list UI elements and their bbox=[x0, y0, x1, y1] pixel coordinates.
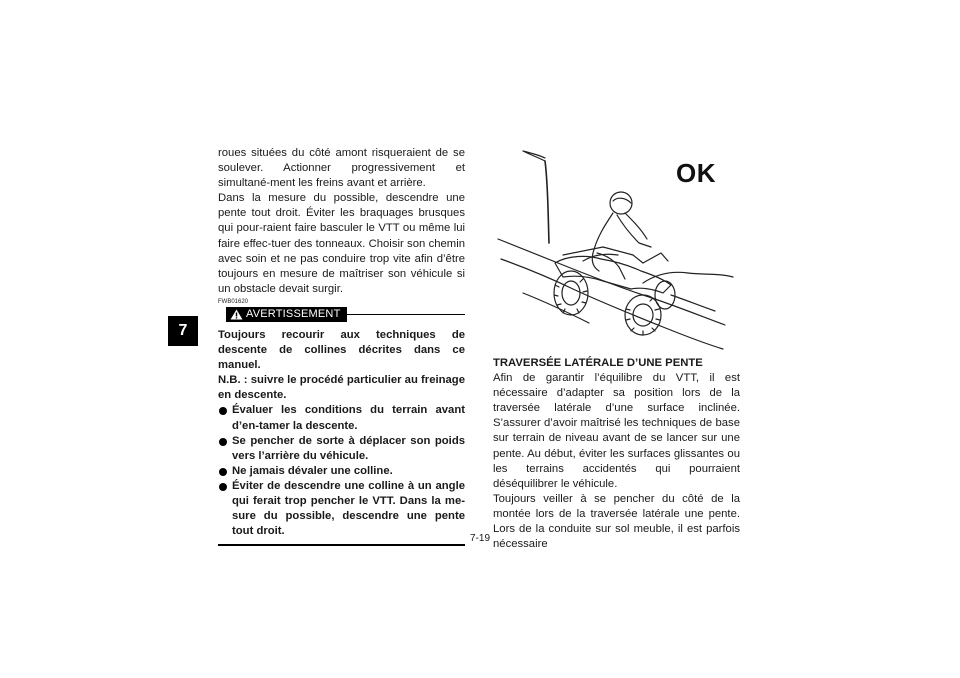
warning-bullet-item: Éviter de descendre une colline à un angle qui ferait trop pencher le VTT. Dans la me-sure du possible, descendre une pente tout droit. bbox=[218, 479, 465, 539]
chapter-tab: 7 bbox=[168, 316, 198, 346]
warning-note: N.B. : suivre le procédé particulier au freinage en descente. bbox=[218, 374, 465, 402]
warning-header bbox=[218, 307, 465, 323]
warning-intro: Toujours recourir aux techniques de descente de collines décrites dans ce manuel. bbox=[218, 328, 465, 372]
warning-bullet-item: Évaluer les conditions du terrain avant d’en-tamer la descente. bbox=[218, 403, 465, 433]
warning-bullet-item: Se pencher de sorte à déplacer son poids vers l’arrière du véhicule. bbox=[218, 434, 465, 464]
bullet-icon bbox=[219, 407, 227, 415]
page-number: 7-19 bbox=[469, 533, 490, 544]
paragraph-lean-uphill: Toujours veiller à se pencher du côté de la montée lors de la traversée latérale une pente. Lors de la conduite sur sol meuble, il est parfois nécessaire bbox=[493, 492, 740, 551]
paragraph-wheels-lifting: roues situées du côté amont risqueraient de se soulever. Actionner progressivement et simultané-ment les freins avant et arrière. bbox=[218, 147, 465, 190]
left-column bbox=[218, 146, 465, 546]
warning-triangle-icon bbox=[230, 309, 243, 320]
warning-bullet-item: Ne jamais dévaler une colline. bbox=[218, 464, 465, 479]
warning-bullet-list bbox=[218, 403, 465, 539]
section-title: TRAVERSÉE LATÉRALE D’UNE PENTE bbox=[493, 357, 703, 369]
bullet-icon bbox=[219, 438, 227, 446]
paragraph-descend-straight: Dans la mesure du possible, descendre une pente tout droit. Éviter les braquages brusques qui pour-raient faire basculer le VTT ou même lui faire effec-tuer des tonneaux. Choisir son chemin avec soin et ne pas conduire trop vite afin d’être toujours en mesure de maîtriser son véhicule si un obstacle devait surgir. bbox=[218, 192, 465, 295]
right-column bbox=[493, 356, 740, 552]
warning-badge bbox=[226, 307, 347, 322]
warning-end-rule bbox=[218, 544, 465, 546]
bullet-icon bbox=[219, 483, 227, 491]
paragraph-slope-balance: Afin de garantir l’équilibre du VTT, il est nécessaire d’adapter sa position lors de la traversée latérale d’une surface inclinée. S’assurer d’avoir maîtrisé les techniques de base sur terrain de niveau avant de se lancer sur une pente. Au début, éviter les surfaces glissantes ou les terrains accidentés qui pourraient déséquilibrer le véhicule. bbox=[493, 372, 740, 490]
warning-label: AVERTISSEMENT bbox=[246, 307, 341, 320]
reference-code: FWB01620 bbox=[218, 298, 249, 305]
ok-label: OK bbox=[676, 158, 716, 188]
warning-rule bbox=[340, 314, 465, 316]
warning-body bbox=[218, 328, 465, 546]
bullet-icon bbox=[219, 468, 227, 476]
